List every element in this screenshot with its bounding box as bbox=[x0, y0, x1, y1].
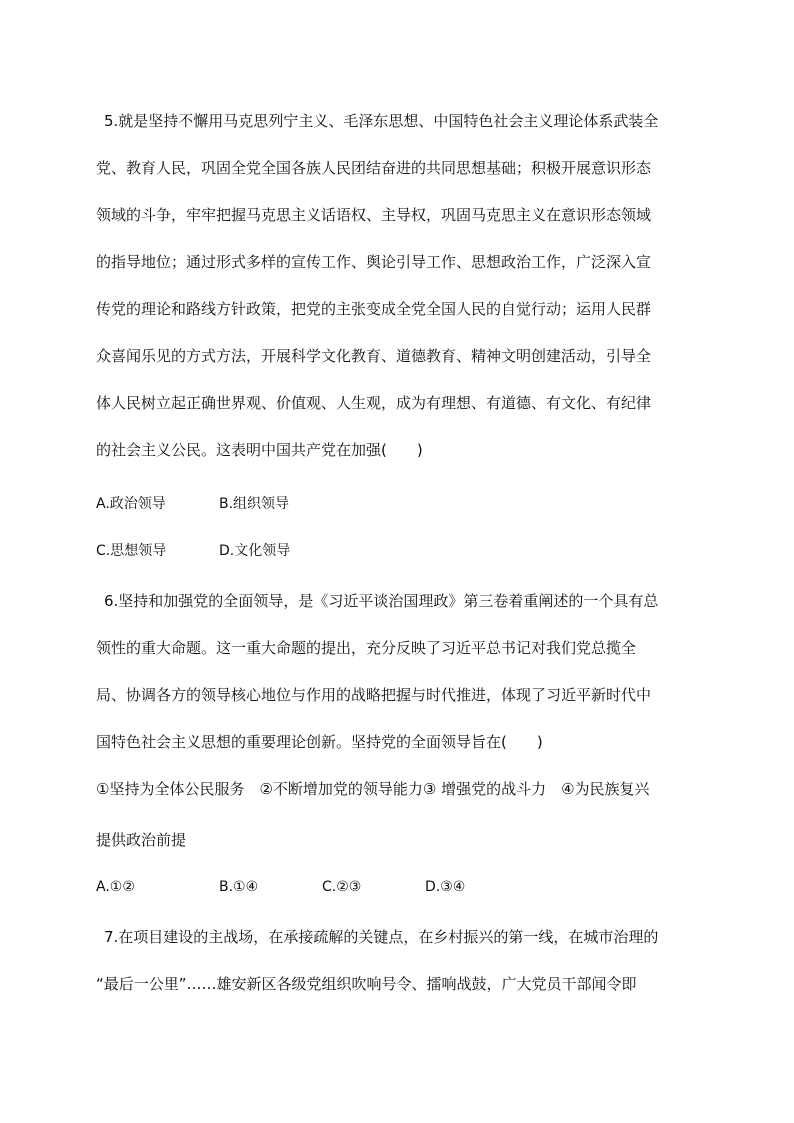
question-6-option-a: A.①② bbox=[96, 879, 135, 895]
question-6-line-4: 国特色社会主义思想的重要理论创新。坚持党的全面领导旨在( ) bbox=[96, 733, 543, 751]
question-5-line-8: 的社会主义公民。这表明中国共产党在加强( ) bbox=[96, 441, 423, 459]
question-5-line-4: 的指导地位；通过形式多样的宣传工作、舆论引导工作、思想政治工作，广泛深入宣 bbox=[96, 253, 652, 271]
question-5-line-6: 众喜闻乐见的方式方法，开展科学文化教育、道德教育、精神文明创建活动，引导全 bbox=[96, 347, 652, 365]
question-5-line-3: 领域的斗争，牢牢把握马克思主义话语权、主导权，巩固马克思主义在意识形态领域 bbox=[96, 206, 652, 224]
question-5-line-7: 体人民树立起正确世界观、价值观、人生观，成为有理想、有道德、有文化、有纪律 bbox=[96, 394, 652, 412]
question-6-line-2: 领性的重大命题。这一重大命题的提出，充分反映了习近平总书记对我们党总揽全 bbox=[96, 639, 637, 657]
question-5-option-b: B.组织领导 bbox=[219, 496, 290, 512]
question-5-option-d: D.文化领导 bbox=[219, 543, 291, 559]
question-6-line-6: 提供政治前提 bbox=[96, 831, 187, 849]
question-6-line-1: 6.坚持和加强党的全面领导，是《习近平谈治国理政》第三卷着重阐述的一个具有总 bbox=[104, 592, 659, 610]
question-7-line-1: 7.在项目建设的主战场，在承接疏解的关键点，在乡村振兴的第一线，在城市治理的 bbox=[104, 928, 659, 946]
question-5-line-5: 传党的理论和路线方针政策，把党的主张变成全党全国人民的自觉行动；运用人民群 bbox=[96, 300, 652, 318]
question-6-option-b: B.①④ bbox=[219, 879, 259, 895]
question-7-line-2: “最后一公里”……雄安新区各级党组织吹响号令、擂响战鼓，广大党员干部闻令即 bbox=[96, 975, 637, 993]
question-5-option-c: C.思想领导 bbox=[96, 543, 167, 559]
question-6-option-d: D.③④ bbox=[425, 879, 466, 895]
question-6-line-3: 局、协调各方的领导核心地位与作用的战略把握与时代推进，体现了习近平新时代中 bbox=[96, 686, 652, 704]
question-5-option-a: A.政治领导 bbox=[96, 496, 166, 512]
question-6-option-c: C.②③ bbox=[322, 879, 362, 895]
question-5-line-2: 党、教育人民，巩固全党全国各族人民团结奋进的共同思想基础；积极开展意识形态 bbox=[96, 159, 652, 177]
question-6-line-5: ①坚持为全体公民服务 ②不断增加党的领导能力③ 增强党的战斗力 ④为民族复兴 bbox=[96, 780, 650, 798]
question-5-line-1: 5.就是坚持不懈用马克思列宁主义、毛泽东思想、中国特色社会主义理论体系武装全 bbox=[104, 112, 659, 130]
